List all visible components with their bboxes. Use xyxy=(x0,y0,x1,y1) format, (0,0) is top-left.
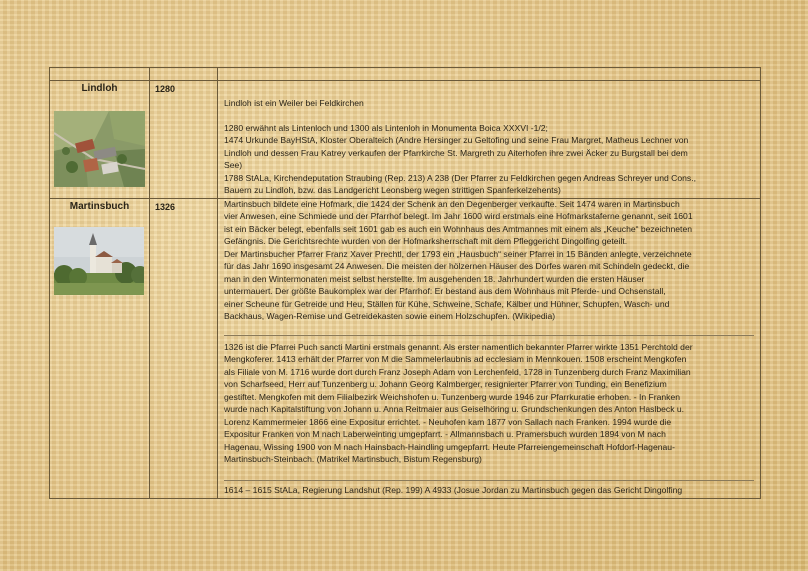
description-text xyxy=(224,97,364,109)
text-line: Backhaus, Wagen-Remise und Getreidekasten sowie einem Holzschupfen. (Wikipedia) xyxy=(224,311,556,322)
first-mention-year: 1280 xyxy=(155,84,176,94)
text-line: für das Jahr 1690 insgesamt 24 Anwesen. Die meisten der hölzernen Häuser des Dorfes waren mit Schindeln gedeckt, die xyxy=(224,261,690,272)
text-line: 1474 Urkunde BayHStA, Kloster Oberalteich (Andre Hersinger zu Geltofing und seine Frau Margret, Matheus Lechner von xyxy=(224,135,689,146)
column-divider-1 xyxy=(149,67,150,499)
description-text xyxy=(224,198,693,323)
text-line: gestiftet. Mengkofen mit dem Filialbezirk Weichshofen u. Tunzenberg wurde 1946 zur Pfarrkuratie erhoben. - In Franken xyxy=(224,391,681,402)
text-line: Martinsbuch-Steinbach. (Matrikel Martinsbuch, Bistum Regensburg) xyxy=(224,454,482,465)
text-line: Lorenz Kammermeier 1866 eine Expositur errichtet. - Neuhofen kam 1877 von Sallach nach Franken. 1994 wurde die xyxy=(224,416,672,427)
text-line: See) xyxy=(224,160,243,171)
text-line: 1326 ist die Pfarrei Puch sancti Martini erstmals genannt. Als erster namentlich bekannter Pfarrer wirkte 1351 Perchtold der xyxy=(224,342,693,352)
table-top-border xyxy=(49,67,761,68)
text-line: wurde nach Kapitalstiftung von Johann u. Anna Reitmaier aus Geiselhöring u. Grundschenkungen des Anton Haslbeck u. xyxy=(224,404,685,415)
table-bottom-border xyxy=(49,498,761,499)
place-name: Martinsbuch xyxy=(69,201,130,212)
text-line: von Scharfseed, Herr auf Tunzenberg u. Johann Georg Kalmberger, resignierter Pfarrer von Tunding, ein Benefizium xyxy=(224,379,667,390)
table-left-border xyxy=(49,67,50,499)
header-row-border xyxy=(49,80,761,81)
entries-table xyxy=(49,67,761,499)
text-line: vier Anwesen, eine Schmiede und der Pfarrhof belegt. Im Jahr 1600 wird erstmals eine Hofmarkstaferne genannt, seit 1601 xyxy=(224,211,693,222)
text-line: Expositur Franken von M nach Laberweinting umgepfarrt. - Allmannsbach u. Pramersbuch wurden 1894 von M nach xyxy=(224,429,666,440)
village-photo xyxy=(54,227,144,295)
text-line: als Filiale von M. 1716 wurde dort durch Franz Joseph Adam von Lerchenfeld, 1728 in Tunzenberg durch Franz Maximilian xyxy=(224,366,691,377)
text-line: 1614 – 1615 StALa, Regierung Landshut (Rep. 199) A 4933 (Josue Jordan zu Martinsbuch gegen das Gericht Dingolfing xyxy=(224,485,683,495)
archive-reference-text xyxy=(224,484,682,496)
text-line: man in den Wintermonaten meist selbst herstellte. Im ausgehenden 18. Jahrhundert wurden die ersten Häuser xyxy=(224,273,645,284)
column-divider-2 xyxy=(217,67,218,499)
text-line: 1280 erwähnt als Lintenloch und 1300 als Lintenloh in Monumenta Boica XXXVI -1/2; xyxy=(224,123,548,133)
paragraph-rule xyxy=(224,335,754,336)
text-line: Lindloh und dessen Frau Katrey verkaufen der Pfarrkirche St. Margreth zu Aiterhofen ihre zwei Äcker zu Burgstall bei dem xyxy=(224,147,688,158)
text-line: Lindloh ist ein Weiler bei Feldkirchen xyxy=(224,98,364,108)
paragraph-rule xyxy=(224,480,754,481)
history-text xyxy=(224,122,696,197)
text-line: Mengkoferer. 1413 erhält der Pfarrer von M die Sammelerlaubnis ad ecclesiam in Mennkouen. 1508 erscheint Mengkofen xyxy=(224,354,687,365)
text-line: Martinsbuch bildete eine Hofmark, die 1424 der Schenk an den Degenberger verkaufte. Seit 1474 waren in Martinsbuch xyxy=(224,199,680,209)
text-line: Bauern zu Lindloh, bzw. das Landgericht Leonsberg wegen strittigen Spanferkelzehents) xyxy=(224,185,561,196)
table-right-border xyxy=(760,67,761,499)
text-line: 1788 StALa, Kirchendeputation Straubing (Rep. 213) A 238 (Der Pfarrer zu Feldkirchen gegen Andreas Schreyer und Cons., xyxy=(224,172,696,183)
first-mention-year: 1326 xyxy=(155,202,176,212)
text-line: ist ein Bäcker belegt, ebenfalls seit 1601 gab es auch ein Wohnhaus des Amtmannes mit einem als „Keuche“ bezeichneten xyxy=(224,223,693,234)
text-line: untermauert. Der größte Baukomplex war der Pfarrhof: Er bestand aus dem Wohnhaus mit Pferde- und Ochsenstall, xyxy=(224,286,666,297)
text-line: Der Martinsbucher Pfarrer Franz Xaver Prechtl, der 1793 ein „Hausbuch“ seiner Pfarrei in 15 Bänden anlegte, verzeichnete xyxy=(224,248,692,259)
text-line: Gefängnis. Die Gerichtsrechte wurden von der Hofmarksherrschaft mit dem Pfleggericht Dingolfing geteilt. xyxy=(224,236,628,247)
parish-history-text xyxy=(224,341,693,466)
aerial-photo xyxy=(54,111,145,187)
place-name: Lindloh xyxy=(81,83,118,94)
text-line: Hagenau, Wissing 1900 von M nach Hainsbach-Haindling umgepfarrt. Heute Pfarreiengemeinschaft Hofdorf-Hagenau- xyxy=(224,441,675,452)
text-line: einer Scheune für Getreide und Heu, Ställen für Kühe, Schweine, Schafe, Kälber und Hühner, Schupfen, Wasch- und xyxy=(224,298,670,309)
